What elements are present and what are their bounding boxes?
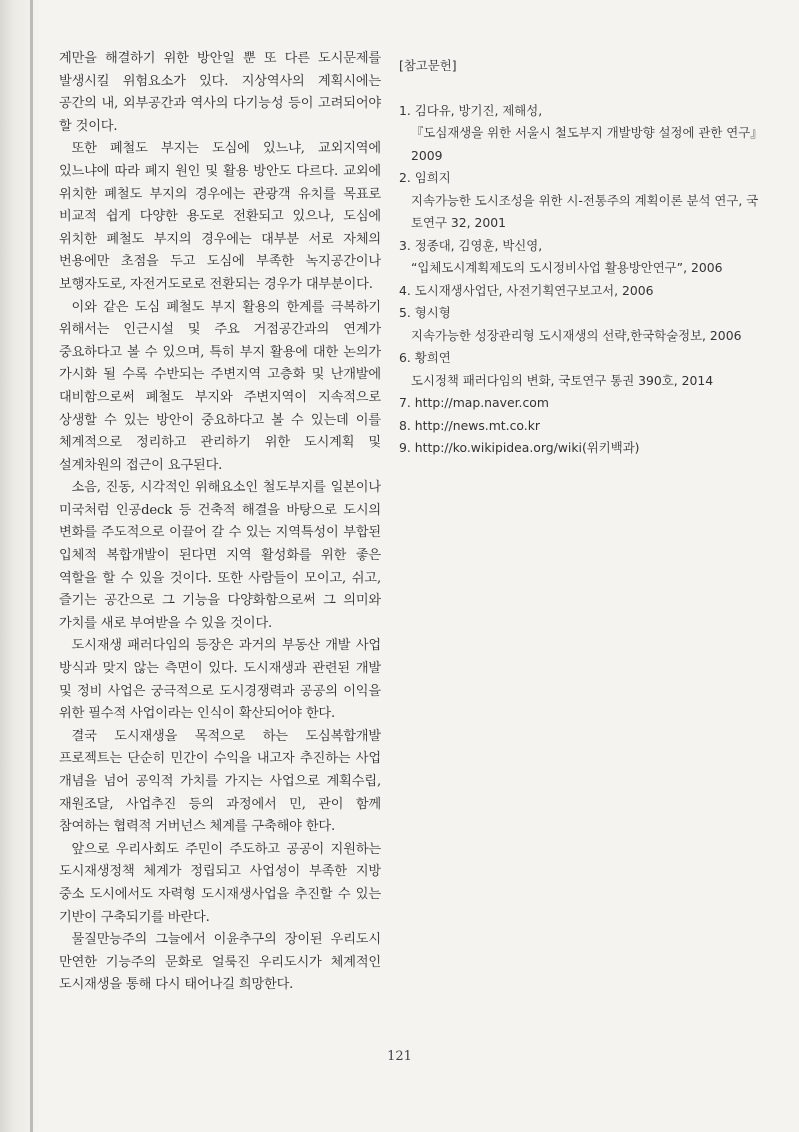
paragraph: 이와 같은 도심 폐철도 부지 활용의 한계를 극복하기 위해서는 인근시설 및 주요 거점공간과의 연계가 중요하다고 볼 수 있으며, 특히 부지 활용에 대한 논의가 가시화 될 수록 수반되는 주변지역 고층화 및 난개발에 대비함으로써 폐철도 부지와 주변지역이 지속적으로 상생할 수 있는 방안이 중요하다고 볼 수 있는데 이를 체계적으로 정리하고 관리하기 위한 도시계획 및 설계차원의 접근이 요구된다. [59,299,381,473]
reference-line: 8. http://news.mt.co.kr [399,417,540,433]
binding-shadow [0,0,40,1132]
reference-item [399,167,769,235]
reference-detail: 지속가능한 도시조성을 위한 시-전통주의 계획이론 분석 연구, 국토연구 32, 2001 [411,192,759,230]
reference-line: 6. 황희연 [399,350,451,365]
reference-detail: 『도심재생을 위한 서울시 철도부지 개발방향 설정에 관한 연구』2009 [411,125,763,163]
reference-item [399,347,769,392]
reference-item [399,392,769,415]
paragraph: 또한 폐철도 부지는 도심에 있느냐, 교외지역에 있느냐에 따라 폐지 원인 및 활용 방안도 다르다. 교외에 위치한 폐철도 부지의 경우에는 관광객 유치를 목표로 비교적 쉽게 다양한 용도로 전환되고 있으나, 도심에 위치한 폐철도 부지의 경우에는 대부분 서로 자체의 번용에만 초점을 두고 도심에 부족한 녹지공간이나 보행자도로, 자전거도로로 전환되는 경우가 대부분이다. [59,141,381,292]
reference-detail: “입체도시계획제도의 도시정비사업 활용방안연구”, 2006 [411,260,723,275]
paragraph: 결국 도시재생을 목적으로 하는 도심복합개발 프로젝트는 단순히 민간이 수익을 내고자 추진하는 사업 개념을 넘어 공익적 가치를 가지는 사업으로 계획수립, 재원조달, 사업추진 등의 과정에서 민, 관이 함께 참여하는 협력적 거버넌스 체계를 구축해야 한다. [59,728,381,835]
page-number: 121 [387,1049,412,1064]
reference-line: 7. http://map.naver.com [399,395,549,410]
reference-line: 2. 임희지 [399,170,451,185]
reference-line: 9. http://ko.wikipidea.org/wiki(위키백과) [399,440,640,455]
reference-line: 1. 김다유, 방기진, 제해성, [399,102,543,118]
reference-detail: 도시정책 패러다임의 변화, 국토연구 통권 390호, 2014 [411,372,714,388]
references-column [399,55,769,460]
references-heading: [참고문헌] [399,58,457,73]
reference-item [399,415,769,438]
reference-item [399,100,769,168]
paragraph: 물질만능주의 그늘에서 이윤추구의 장이된 우리도시 만연한 기능주의 문화로 얼룩진 우리도시가 체계적인 도시재생을 통해 다시 태어나길 희망한다. [59,932,381,993]
reference-line: 3. 정종대, 김영훈, 박신영, [399,237,543,253]
body-text-column [59,48,381,997]
reference-line: 5. 형시형 [399,305,451,320]
reference-list [399,100,769,460]
reference-item [399,437,769,460]
reference-detail: 지속가능한 성장관리형 도시재생의 선략,한국학술정보, 2006 [411,327,742,343]
reference-item [399,280,769,303]
paragraph: 소음, 진동, 시각적인 위해요소인 철도부지를 일본이나 미국처럼 인공deck 등 건축적 해결을 바탕으로 도시의 변화를 주도적으로 이끌어 갈 수 있는 지역특성이 부합된 입체적 복합개발이 된다면 지역 활성화를 위한 좋은 역할을 할 수 있을 것이다. 또한 사람들이 모이고, 쉬고, 즐기는 공간으로 그 기능을 다양화함으로써 그 의미와 가치를 새로 부여받을 수 있을 것이다. [59,480,381,631]
reference-item [399,235,769,280]
paragraph: 계만을 해결하기 위한 방안일 뿐 또 다른 도시문제를 발생시킬 위험요소가 있다. 지상역사의 계획시에는 공간의 내, 외부공간과 역사의 다기능성 등이 고려되어야 할 것이다. [59,51,381,134]
paragraph: 도시재생 패러다임의 등장은 과거의 부동산 개발 사업 방식과 맞지 않는 측면이 있다. 도시재생과 관련된 개발 및 정비 사업은 궁극적으로 도시경쟁력과 공공의 이익을 위한 필수적 사업이라는 인식이 확산되어야 한다. [59,638,381,722]
binding-line [30,0,33,1132]
reference-item [399,302,769,347]
reference-line: 4. 도시재생사업단, 사전기획연구보고서, 2006 [399,282,654,298]
paragraph: 앞으로 우리사회도 주민이 주도하고 공공이 지원하는 도시재생정책 체계가 정립되고 사업성이 부족한 지방 중소 도시에서도 자력형 도시재생사업을 추진할 수 있는 기반이 구축되기를 바란다. [59,841,381,925]
